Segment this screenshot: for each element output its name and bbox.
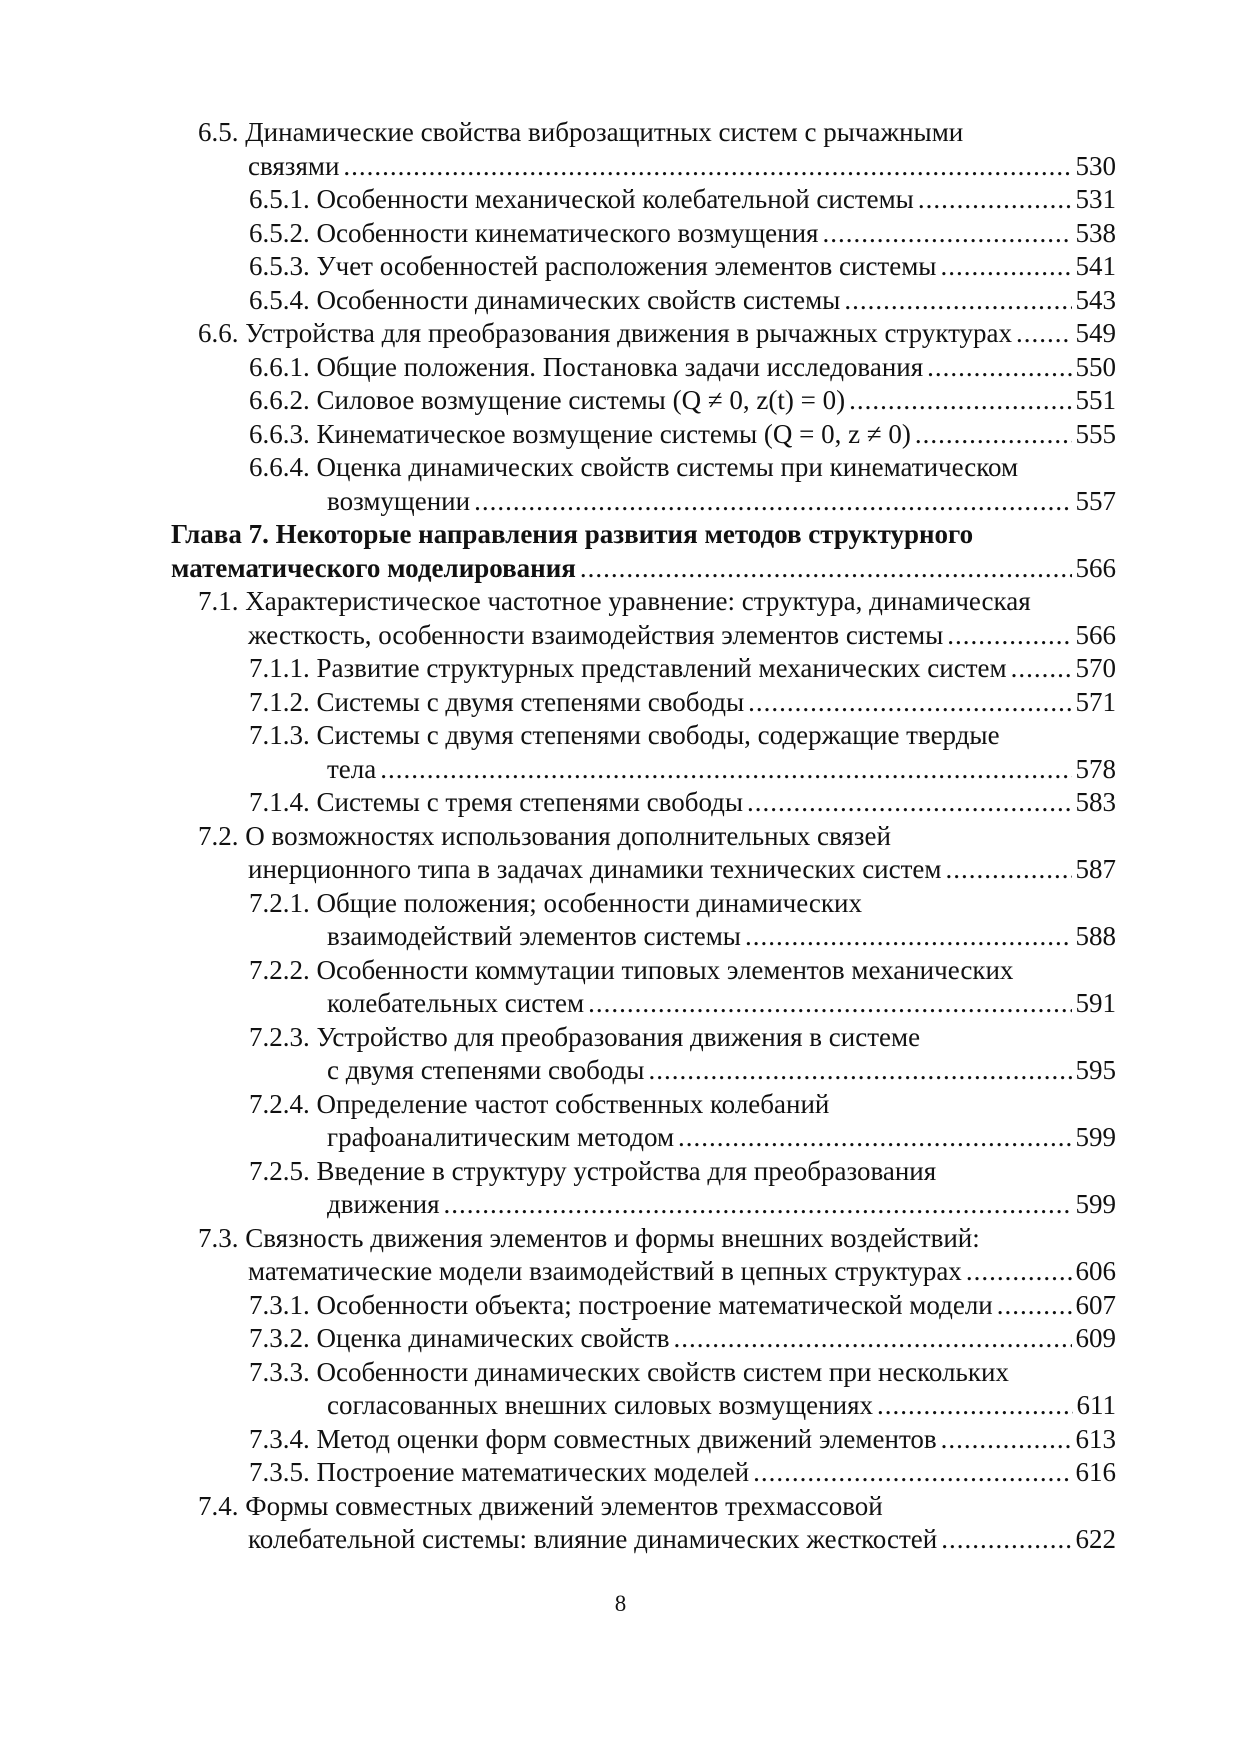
toc-subsection-entry [171, 217, 1116, 251]
toc-subsection-entry [171, 786, 1116, 820]
toc-subsection-entry [171, 1356, 1116, 1423]
toc-page-number: 588 [1075, 921, 1116, 951]
toc-entry-title: 7.3. Связность движения элементов и формы внешних воздействий: [198, 1222, 980, 1253]
toc-entry-title: возмущении [327, 485, 471, 516]
toc-entry-leader-line [171, 552, 1116, 586]
toc-subsection-entry [171, 384, 1116, 418]
dot-leader [844, 284, 1071, 318]
toc-entry-title: 6.5.2. Особенности кинематического возмущения [249, 217, 819, 248]
toc-entry-title: 6.5. Динамические свойства виброзащитных систем с рычажными [198, 117, 964, 147]
toc-entry-title: согласованных внешних силовых возмущениях [327, 1390, 873, 1420]
toc-entry-title: 7.1. Характеристическое частотное уравнение: структура, динамическая [198, 586, 1031, 616]
toc-entry-leader-line [249, 1322, 1116, 1356]
toc-subsection-entry [171, 183, 1116, 217]
toc-entry-leader-line [198, 1255, 1116, 1289]
toc-entry-title: Глава 7. Некоторые направления развития методов структурного [171, 519, 974, 549]
toc-page-number: 541 [1075, 251, 1116, 281]
toc-subsection-entry [171, 887, 1116, 954]
toc-entry-title: 6.6.2. Силовое возмущение системы (Q ≠ 0, z(t) = 0) [249, 385, 846, 415]
dot-leader [877, 1389, 1073, 1423]
dot-leader [941, 1523, 1071, 1557]
toc-page-number: 622 [1075, 1524, 1116, 1554]
toc-entry-title: 7.3.4. Метод оценки форм совместных движений элементов [249, 1423, 937, 1454]
toc-section-entry [171, 1490, 1116, 1557]
toc-subsection-entry [171, 954, 1116, 1021]
toc-section-entry [171, 116, 1116, 183]
toc-entry-title: колебательной системы: влияние динамических жесткостей [248, 1524, 938, 1554]
toc-page-number: 543 [1075, 284, 1116, 315]
dot-leader [444, 1188, 1072, 1222]
toc-entry-leader-line [249, 384, 1116, 418]
toc-entry-leader-line [249, 652, 1116, 686]
toc-subsection-entry [171, 1155, 1116, 1222]
toc-page-number: 595 [1075, 1055, 1116, 1085]
toc-entry-title: 6.6.1. Общие положения. Постановка задачи исследования [249, 351, 924, 382]
dot-leader [1011, 652, 1072, 686]
toc-entry-title: 6.6. Устройства для преобразования движения в рычажных структурах [198, 318, 1013, 348]
dot-leader [822, 217, 1071, 251]
toc-entry-title: 7.2.2. Особенности коммутации типовых элементов механических [249, 954, 1014, 985]
toc-entry-leader-line [198, 1523, 1116, 1557]
toc-subsection-entry [171, 719, 1116, 786]
toc-entry-leader-line [198, 150, 1116, 184]
toc-section-entry [171, 317, 1116, 351]
toc-page-number: 571 [1075, 686, 1116, 717]
toc-page-number: 557 [1075, 485, 1116, 516]
toc-entry-leader-line [249, 183, 1116, 217]
toc-section-entry [171, 820, 1116, 887]
toc-entry-leader-line [249, 1389, 1116, 1423]
toc-entry-leader-line [249, 1121, 1116, 1155]
toc-entry-leader-line [249, 1456, 1116, 1490]
dot-leader [997, 1289, 1072, 1323]
toc-page-number: 613 [1075, 1423, 1116, 1454]
toc-entry-leader-line [249, 753, 1116, 787]
toc-entry-leader-line [249, 351, 1116, 385]
toc-entry-title: 7.2.4. Определение частот собственных колебаний [249, 1088, 830, 1119]
toc-page-number: 551 [1075, 385, 1116, 415]
toc-entry-title: связями [248, 150, 340, 181]
toc-section-entry [171, 1222, 1116, 1289]
dot-leader [849, 384, 1071, 418]
toc-page-number: 531 [1075, 184, 1116, 214]
toc-subsection-entry [171, 652, 1116, 686]
toc-entry-leader-line [198, 619, 1116, 653]
toc-entry-title: 7.2. О возможностях использования дополнительных связей [198, 820, 891, 851]
dot-leader [941, 1423, 1072, 1457]
toc-entry-title: математические модели взаимодействий в цепных структурах [248, 1256, 962, 1286]
toc-entry-title: 7.1.3. Системы с двумя степенями свободы, содержащие твердые [249, 720, 1000, 750]
toc-entry-leader-line [198, 853, 1116, 887]
toc-subsection-entry [171, 1423, 1116, 1457]
toc-entry-leader-line [249, 920, 1116, 954]
dot-leader [966, 1255, 1072, 1289]
toc-subsection-entry [171, 250, 1116, 284]
dot-leader [945, 853, 1071, 887]
dot-leader [927, 351, 1071, 385]
dot-leader [674, 1322, 1072, 1356]
dot-leader [474, 485, 1071, 519]
toc-entry-title: 7.1.2. Системы с двумя степенями свободы [249, 686, 745, 717]
toc-entry-leader-line [249, 1423, 1116, 1457]
page-number: 8 [614, 1591, 627, 1616]
dot-leader [753, 1456, 1071, 1490]
toc-page-number: 583 [1075, 787, 1116, 817]
toc-chapter-entry [171, 518, 1116, 585]
toc-entry-title: 6.6.3. Кинематическое возмущение системы (Q = 0, z ≠ 0) [249, 418, 911, 449]
dot-leader [748, 686, 1071, 720]
toc-subsection-entry [171, 351, 1116, 385]
toc-subsection-entry [171, 451, 1116, 518]
dot-leader [918, 183, 1072, 217]
dot-leader [580, 552, 1072, 586]
toc-entry-leader-line [249, 250, 1116, 284]
toc-page-number: 591 [1075, 988, 1116, 1018]
toc-page-number: 566 [1075, 619, 1116, 650]
toc-page-number: 599 [1075, 1122, 1116, 1152]
toc-subsection-entry [171, 686, 1116, 720]
toc-entry-title: 7.4. Формы совместных движений элементов трехмассовой [198, 1490, 883, 1521]
toc-page-number: 616 [1075, 1457, 1116, 1487]
toc-entry-leader-line [249, 485, 1116, 519]
toc-entry-leader-line [249, 786, 1116, 820]
toc-entry-title: 7.3.2. Оценка динамических свойств [249, 1323, 670, 1353]
toc-page-number: 611 [1076, 1390, 1116, 1420]
toc-entry-title: жесткость, особенности взаимодействия элементов системы [248, 619, 944, 650]
toc-entry-title: движения [327, 1189, 440, 1219]
toc-entry-title: 6.5.3. Учет особенностей расположения элементов системы [249, 251, 937, 281]
toc-subsection-entry [171, 1322, 1116, 1356]
toc-entry-title: графоаналитическим методом [327, 1122, 675, 1152]
dot-leader [588, 987, 1071, 1021]
toc-page-number: 538 [1075, 217, 1116, 248]
toc-page-number: 606 [1075, 1256, 1116, 1286]
dot-leader [747, 786, 1071, 820]
dot-leader [678, 1121, 1071, 1155]
toc-entry-title: 6.5.4. Особенности динамических свойств системы [249, 284, 841, 315]
toc-entry-title: 7.2.3. Устройство для преобразования движения в системе [249, 1021, 921, 1052]
toc-entry-title: 7.2.1. Общие положения; особенности динамических [249, 887, 862, 918]
toc-entry-leader-line [249, 217, 1116, 251]
toc-subsection-entry [171, 418, 1116, 452]
toc-entry-title: математического моделирования [171, 552, 576, 583]
toc-entry-title: 6.6.4. Оценка динамических свойств системы при кинематическом [249, 452, 1019, 482]
toc-entry-leader-line [249, 1054, 1116, 1088]
toc-page-number: 550 [1075, 351, 1116, 382]
toc-entry-title: колебательных систем [327, 988, 585, 1018]
toc-page-number: 578 [1075, 753, 1116, 784]
toc-page-number: 566 [1075, 552, 1116, 583]
toc-entry-title: инерционного типа в задачах динамики технических систем [248, 854, 942, 884]
toc-page-number: 599 [1075, 1189, 1116, 1219]
toc-page-number: 555 [1075, 418, 1116, 449]
toc-entry-title: с двумя степенями свободы [327, 1055, 645, 1085]
toc-page-number: 609 [1075, 1323, 1116, 1353]
toc-entry-title: тела [327, 753, 377, 784]
toc-entry-leader-line [249, 987, 1116, 1021]
toc-page-number: 607 [1075, 1289, 1116, 1320]
dot-leader [343, 150, 1071, 184]
toc-subsection-entry [171, 1289, 1116, 1323]
toc-entry-title: 7.3.5. Построение математических моделей [249, 1457, 750, 1487]
toc-entry-title: 6.5.1. Особенности механической колебательной системы [249, 184, 914, 214]
dot-leader [947, 619, 1071, 653]
dot-leader [1016, 317, 1071, 351]
toc-page-number: 587 [1075, 854, 1116, 884]
toc-entry-leader-line [198, 317, 1116, 351]
toc-subsection-entry [171, 284, 1116, 318]
toc-page-number: 530 [1075, 150, 1116, 181]
dot-leader [940, 250, 1071, 284]
toc-subsection-entry [171, 1021, 1116, 1088]
toc-entry-title: 7.1.1. Развитие структурных представлений механических систем [249, 653, 1007, 683]
toc-entry-leader-line [249, 1289, 1116, 1323]
toc-subsection-entry [171, 1088, 1116, 1155]
toc-subsection-entry [171, 1456, 1116, 1490]
dot-leader [648, 1054, 1071, 1088]
toc-page-number: 570 [1075, 653, 1116, 683]
toc-page-number: 549 [1075, 318, 1116, 348]
toc-entry-title: 7.3.1. Особенности объекта; построение математической модели [249, 1289, 993, 1320]
table-of-contents [171, 116, 1116, 1557]
toc-entry-title: взаимодействий элементов системы [327, 921, 741, 951]
dot-leader [380, 753, 1071, 787]
toc-entry-leader-line [249, 418, 1116, 452]
toc-entry-leader-line [249, 1188, 1116, 1222]
toc-entry-leader-line [249, 284, 1116, 318]
toc-entry-leader-line [249, 686, 1116, 720]
toc-entry-title: 7.2.5. Введение в структуру устройства для преобразования [249, 1155, 937, 1186]
toc-section-entry [171, 585, 1116, 652]
toc-entry-title: 7.1.4. Системы с тремя степенями свободы [249, 787, 744, 817]
toc-entry-title: 7.3.3. Особенности динамических свойств систем при нескольких [249, 1356, 1009, 1387]
dot-leader [745, 920, 1072, 954]
dot-leader [915, 418, 1072, 452]
